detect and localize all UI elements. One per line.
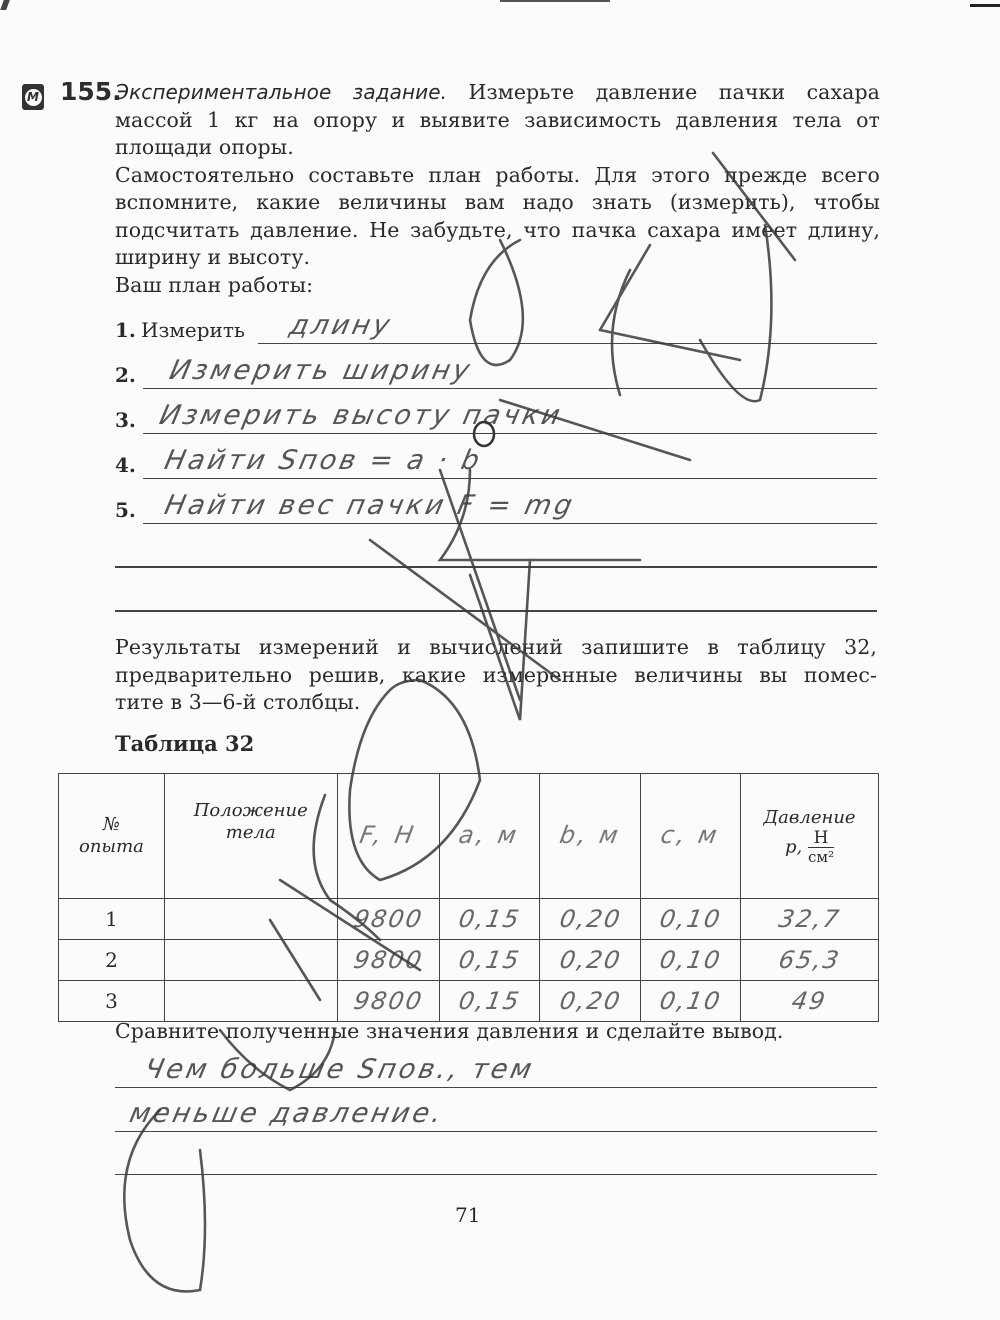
- cell-b[interactable]: 0,20: [540, 899, 641, 940]
- instructions-text: Результаты измерений и вычислений запишите в таблицу 32, предварительно решив, какие измеренные величины вы помес- тите в 3—6-й столбцы.: [115, 635, 877, 714]
- cell-n: 3: [59, 981, 165, 1022]
- task-line-5: вспомните, какие величины вам надо знать (измерить), чтобы: [115, 190, 880, 214]
- cell-position[interactable]: [164, 940, 337, 981]
- answer-line[interactable]: [258, 343, 877, 345]
- conclusion-line-1: [115, 1046, 877, 1091]
- plan-item-1: 1. Измерить длину: [115, 302, 877, 347]
- cell-F[interactable]: 9800: [337, 981, 439, 1022]
- header-experiment-no: № опыта: [59, 774, 165, 899]
- answer-line[interactable]: [143, 388, 877, 390]
- blank-answer-line[interactable]: [115, 610, 877, 612]
- table-row: [59, 899, 879, 940]
- header-a: a, м: [439, 774, 540, 899]
- handwritten-answer: Найти Sпов = a · b: [161, 445, 485, 476]
- cell-n: 2: [59, 940, 165, 981]
- handwritten-answer: Чем больше Sпов., тем: [141, 1054, 538, 1085]
- task-text: [115, 79, 880, 299]
- task-lead: Экспериментальное задание.: [115, 80, 448, 104]
- pressure-unit: $\frac{Н}{\text{см²}}$: [808, 827, 835, 866]
- blank-answer-line[interactable]: [115, 566, 877, 568]
- page-number: 71: [455, 1203, 481, 1227]
- cell-position[interactable]: [164, 899, 337, 940]
- answer-line[interactable]: [143, 478, 877, 480]
- task-line-6: подсчитать давление. Не забудьте, что пачка сахара имеет длину,: [115, 217, 880, 242]
- scan-artifact-mark: [0, 0, 10, 10]
- cell-a[interactable]: 0,15: [439, 940, 540, 981]
- cell-c[interactable]: 0,10: [641, 981, 741, 1022]
- plan-item-3: 3. Измерить высоту пачки: [115, 392, 877, 437]
- header-c: c, м: [641, 774, 741, 899]
- cell-p[interactable]: 65,3: [741, 940, 879, 981]
- conclusion-prompt: Сравните полученные значения давления и сделайте вывод.: [115, 1019, 784, 1043]
- conclusion-line-2: [115, 1090, 877, 1135]
- header-force: F, Н: [337, 774, 439, 899]
- task-line-3: площади опоры.: [115, 135, 294, 159]
- cell-n: 1: [59, 899, 165, 940]
- header-body-position: Положение тела: [164, 774, 337, 899]
- cell-p[interactable]: 49: [741, 981, 879, 1022]
- table-header-row: [59, 774, 879, 899]
- answer-line[interactable]: [143, 523, 877, 525]
- answer-line[interactable]: [143, 433, 877, 435]
- scan-artifact-corner: [970, 4, 1000, 7]
- cell-c[interactable]: 0,10: [641, 940, 741, 981]
- header-b: b, м: [540, 774, 641, 899]
- cell-b[interactable]: 0,20: [540, 940, 641, 981]
- handwritten-answer: Измерить высоту пачки: [156, 400, 566, 431]
- answer-line[interactable]: [115, 1131, 877, 1133]
- cell-b[interactable]: 0,20: [540, 981, 641, 1022]
- handwritten-answer: Измерить ширину: [166, 355, 476, 386]
- plan-item-2: 2. Измерить ширину: [115, 347, 877, 392]
- table-title: Таблица 32: [115, 731, 255, 756]
- answer-line[interactable]: [115, 1174, 877, 1176]
- table-row: [59, 981, 879, 1022]
- method-badge-icon: М: [22, 84, 44, 110]
- cell-c[interactable]: 0,10: [641, 899, 741, 940]
- cell-p[interactable]: 32,7: [741, 899, 879, 940]
- cell-position[interactable]: [164, 981, 337, 1022]
- cell-F[interactable]: 9800: [337, 899, 439, 940]
- task-line-8: Ваш план работы:: [115, 272, 314, 297]
- results-table: [58, 773, 879, 1022]
- task-line-2: массой 1 кг на опору и выявите зависимость давления тела от: [115, 107, 880, 132]
- cell-a[interactable]: 0,15: [439, 899, 540, 940]
- answer-line[interactable]: [115, 1087, 877, 1089]
- handwritten-answer: длину: [286, 310, 396, 341]
- handwritten-answer: Найти вес пачки F = mg: [161, 490, 578, 521]
- task-line-7: ширину и высоту.: [115, 245, 311, 269]
- header-pressure: Давление p, $\frac{Н}{\text{см²}}$: [741, 774, 879, 899]
- task-line-1: Экспериментальное задание. Измерьте давление пачки сахара: [115, 80, 880, 104]
- task-line-4: Самостоятельно составьте план работы. Для этого прежде всего: [115, 162, 880, 187]
- cell-a[interactable]: 0,15: [439, 981, 540, 1022]
- conclusion-line-3: [115, 1133, 877, 1178]
- cell-F[interactable]: 9800: [337, 940, 439, 981]
- plan-item-4: 4. Найти Sпов = a · b: [115, 437, 877, 482]
- task-number: 155.: [60, 77, 122, 106]
- scan-artifact-top: [500, 0, 610, 2]
- handwritten-answer: меньше давление.: [126, 1098, 448, 1129]
- table-row: [59, 940, 879, 981]
- plan-item-5: 5. Найти вес пачки F = mg: [115, 482, 877, 527]
